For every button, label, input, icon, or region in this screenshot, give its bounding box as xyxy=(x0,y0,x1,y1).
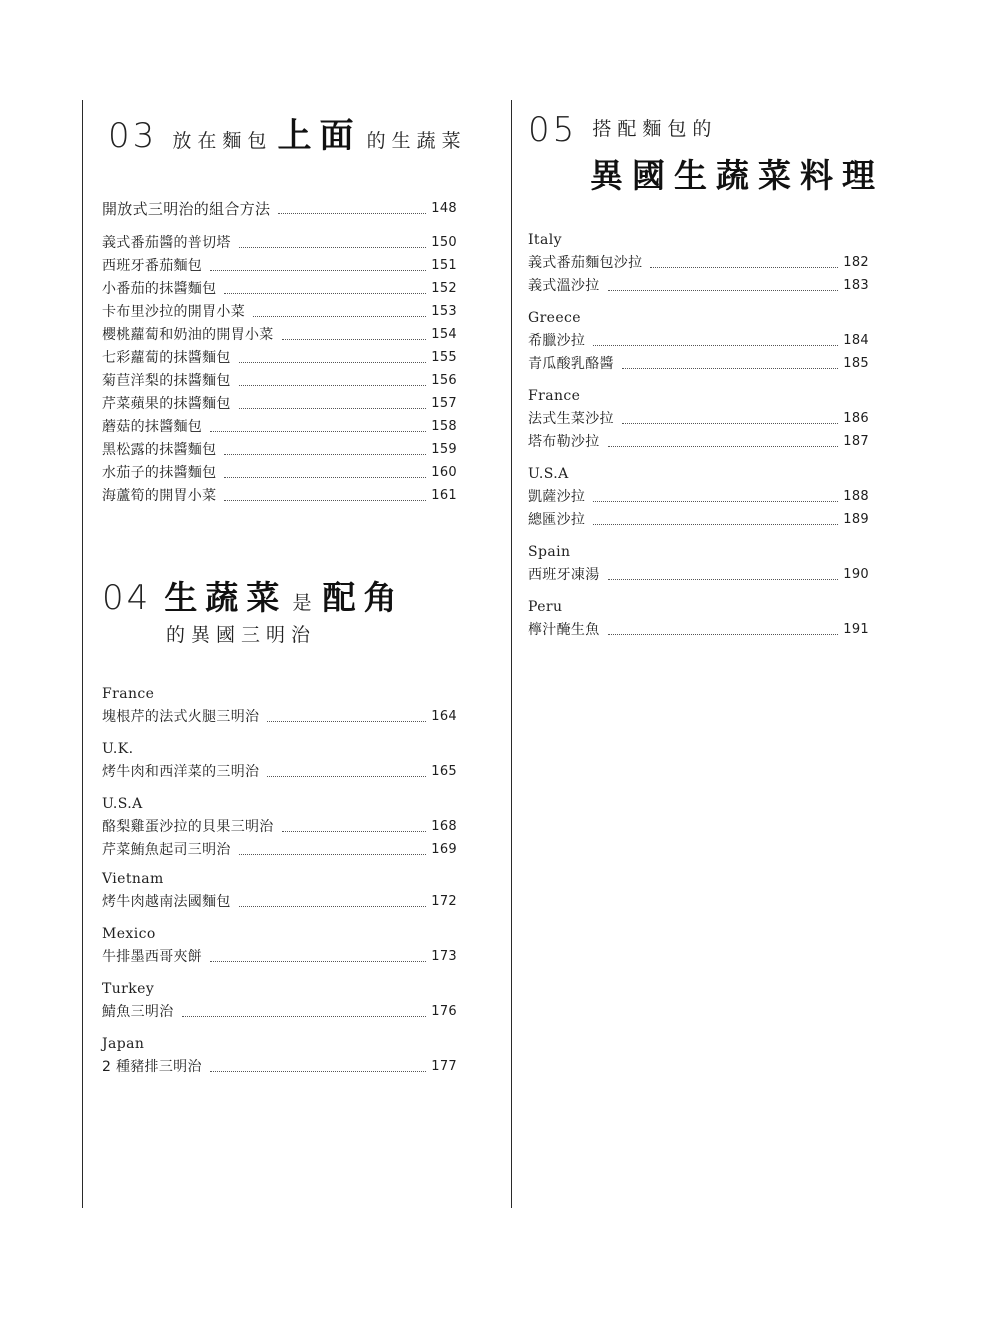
toc-entry[interactable] xyxy=(102,303,457,321)
section-03-title-big: 上面 xyxy=(277,116,362,156)
toc-entry-title: 青瓜酸乳酪醬 xyxy=(528,356,614,372)
country-label: France xyxy=(528,388,581,404)
toc-entry-title: 菊苣洋梨的抹醬麵包 xyxy=(102,373,231,389)
toc-entry-page: 184 xyxy=(843,333,869,348)
toc-entry[interactable] xyxy=(528,566,869,584)
leader-dots xyxy=(282,830,427,832)
leader-dots xyxy=(622,367,838,369)
toc-entry[interactable] xyxy=(102,487,457,505)
section-03-heading xyxy=(108,108,467,157)
toc-entry-page: 165 xyxy=(431,764,457,779)
country-label: U.S.A xyxy=(102,796,143,812)
toc-entry[interactable] xyxy=(528,511,869,529)
toc-entry-page: 157 xyxy=(431,396,457,411)
toc-entry-page: 158 xyxy=(431,419,457,434)
leader-dots xyxy=(239,905,427,907)
country-label: Italy xyxy=(528,232,562,248)
country-label: France xyxy=(102,686,155,702)
toc-entry[interactable] xyxy=(102,841,457,859)
toc-entry-page: 177 xyxy=(431,1059,457,1074)
leader-dots xyxy=(210,430,426,432)
toc-entry[interactable] xyxy=(102,1003,457,1021)
toc-entry-title: 西班牙番茄麵包 xyxy=(102,258,203,274)
toc-entry-page: 185 xyxy=(843,356,869,371)
country-label: U.K. xyxy=(102,741,134,757)
leader-dots xyxy=(239,853,427,855)
leader-dots xyxy=(608,578,839,580)
toc-entry-title: 塊根芹的法式火腿三明治 xyxy=(102,709,260,725)
toc-entry-page: 172 xyxy=(431,894,457,909)
toc-entry-title: 法式生菜沙拉 xyxy=(528,411,614,427)
section-05-title-big: 異國生蔬菜料理 xyxy=(590,156,884,195)
toc-entry-page: 148 xyxy=(431,201,457,216)
toc-entry-page: 169 xyxy=(431,842,457,857)
toc-entry-page: 183 xyxy=(843,278,869,293)
toc-entry-title: 蘑菇的抹醬麵包 xyxy=(102,419,203,435)
toc-entry-page: 150 xyxy=(431,235,457,250)
toc-entry[interactable] xyxy=(102,349,457,367)
country-label: U.S.A xyxy=(528,466,569,482)
toc-entry-page: 153 xyxy=(431,304,457,319)
section-03-title-pre: 放在麵包 xyxy=(172,130,273,152)
toc-entry[interactable] xyxy=(102,326,457,344)
toc-entry-title: 希臘沙拉 xyxy=(528,333,586,349)
leader-dots xyxy=(267,775,426,777)
toc-entry-title: 2 種豬排三明治 xyxy=(102,1059,202,1075)
left-rule xyxy=(82,100,83,1208)
toc-entry-page: 160 xyxy=(431,465,457,480)
leader-dots xyxy=(593,344,838,346)
section-03-title-post: 的生蔬菜 xyxy=(366,130,467,152)
toc-entry-page: 161 xyxy=(431,488,457,503)
toc-entry-title: 西班牙凍湯 xyxy=(528,567,600,583)
toc-entry[interactable] xyxy=(528,488,869,506)
toc-entry-title: 檸汁醃生魚 xyxy=(528,622,600,638)
toc-entry-page: 159 xyxy=(431,442,457,457)
toc-entry-page: 152 xyxy=(431,281,457,296)
toc-entry-title: 凱薩沙拉 xyxy=(528,489,586,505)
toc-entry-page: 187 xyxy=(843,434,869,449)
leader-dots xyxy=(593,500,838,502)
section-04-title-big-1: 生蔬菜 xyxy=(164,578,288,617)
country-label: Spain xyxy=(528,544,571,560)
section-04-subtitle: 的異國三明治 xyxy=(166,624,317,646)
leader-dots xyxy=(224,499,426,501)
section-04-title-big-2: 配角 xyxy=(322,578,405,617)
leader-dots xyxy=(182,1015,427,1017)
toc-entry-page: 188 xyxy=(843,489,869,504)
toc-entry-title: 海蘆筍的開胃小菜 xyxy=(102,488,217,504)
toc-entry-title: 義式番茄醬的普切塔 xyxy=(102,235,231,251)
country-label: Greece xyxy=(528,310,581,326)
section-04-number: 04 xyxy=(102,578,152,618)
country-label: Japan xyxy=(102,1036,145,1052)
toc-entry-title: 塔布勒沙拉 xyxy=(528,434,600,450)
leader-dots xyxy=(282,338,427,340)
country-label: Turkey xyxy=(102,981,155,997)
toc-entry-title: 芹菜蘋果的抹醬麵包 xyxy=(102,396,231,412)
toc-entry-title: 開放式三明治的組合方法 xyxy=(102,200,271,218)
leader-dots xyxy=(267,720,426,722)
section-05-title-small: 搭配麵包的 xyxy=(592,118,718,140)
toc-entry[interactable] xyxy=(102,464,457,482)
country-label: Vietnam xyxy=(102,871,164,887)
toc-entry[interactable] xyxy=(528,410,869,428)
toc-entry-title: 牛排墨西哥夾餅 xyxy=(102,949,203,965)
toc-entry[interactable] xyxy=(102,763,457,781)
toc-entry-title: 黑松露的抹醬麵包 xyxy=(102,442,217,458)
toc-entry-page: 151 xyxy=(431,258,457,273)
leader-dots xyxy=(239,246,427,248)
leader-dots xyxy=(210,269,426,271)
leader-dots xyxy=(622,422,838,424)
toc-entry-title: 總匯沙拉 xyxy=(528,512,586,528)
toc-entry[interactable] xyxy=(102,893,457,911)
toc-entry[interactable] xyxy=(102,818,457,836)
toc-entry-page: 176 xyxy=(431,1004,457,1019)
toc-entry[interactable] xyxy=(102,708,457,726)
section-03-number: 03 xyxy=(108,116,158,156)
toc-entry[interactable] xyxy=(528,277,869,295)
toc-entry-title: 七彩蘿蔔的抹醬麵包 xyxy=(102,350,231,366)
section-04-title-small: 是 xyxy=(292,592,318,614)
toc-entry-title: 水茄子的抹醬麵包 xyxy=(102,465,217,481)
toc-entry-title: 義式溫沙拉 xyxy=(528,278,600,294)
leader-dots xyxy=(224,476,426,478)
toc-entry-page: 156 xyxy=(431,373,457,388)
toc-entry[interactable] xyxy=(102,441,457,459)
toc-entry-page: 154 xyxy=(431,327,457,342)
toc-entry-page: 168 xyxy=(431,819,457,834)
toc-entry-page: 191 xyxy=(843,622,869,637)
section-05-heading xyxy=(528,110,717,150)
section-04-heading xyxy=(102,572,405,619)
toc-entry[interactable] xyxy=(102,257,457,275)
leader-dots xyxy=(210,1070,427,1072)
toc-entry-page: 189 xyxy=(843,512,869,527)
toc-entry[interactable] xyxy=(102,372,457,390)
toc-entry[interactable] xyxy=(528,355,869,373)
toc-entry[interactable] xyxy=(102,418,457,436)
toc-entry-title: 鯖魚三明治 xyxy=(102,1004,174,1020)
toc-entry-page: 155 xyxy=(431,350,457,365)
leader-dots xyxy=(239,361,427,363)
leader-dots xyxy=(608,445,839,447)
leader-dots xyxy=(593,523,838,525)
toc-entry-page: 164 xyxy=(431,709,457,724)
toc-entry-title: 烤牛肉越南法國麵包 xyxy=(102,894,231,910)
toc-entry[interactable] xyxy=(528,621,869,639)
leader-dots xyxy=(278,212,426,214)
leader-dots xyxy=(224,453,426,455)
toc-entry-page: 173 xyxy=(431,949,457,964)
toc-entry-page: 190 xyxy=(843,567,869,582)
toc-entry[interactable] xyxy=(102,234,457,252)
center-rule xyxy=(511,100,512,1208)
toc-entry[interactable] xyxy=(102,280,457,298)
toc-entry-title: 小番茄的抹醬麵包 xyxy=(102,281,217,297)
toc-entry[interactable] xyxy=(102,395,457,413)
toc-entry[interactable] xyxy=(102,948,457,966)
leader-dots xyxy=(239,407,427,409)
leader-dots xyxy=(253,315,426,317)
leader-dots xyxy=(608,633,839,635)
country-label: Mexico xyxy=(102,926,156,942)
toc-entry[interactable] xyxy=(528,254,869,272)
toc-entry-title: 義式番茄麵包沙拉 xyxy=(528,255,643,271)
toc-entry-title: 櫻桃蘿蔔和奶油的開胃小菜 xyxy=(102,327,274,343)
leader-dots xyxy=(239,384,427,386)
leader-dots xyxy=(650,266,838,268)
leader-dots xyxy=(224,292,426,294)
country-label: Peru xyxy=(528,599,563,615)
toc-entry-title: 芹菜鮪魚起司三明治 xyxy=(102,842,231,858)
leader-dots xyxy=(210,960,426,962)
leader-dots xyxy=(608,289,839,291)
toc-entry[interactable] xyxy=(102,200,457,218)
toc-entry-page: 182 xyxy=(843,255,869,270)
toc-entry[interactable] xyxy=(528,433,869,451)
section-05-number: 05 xyxy=(528,110,578,150)
toc-entry[interactable] xyxy=(528,332,869,350)
toc-entry-title: 烤牛肉和西洋菜的三明治 xyxy=(102,764,260,780)
toc-entry-page: 186 xyxy=(843,411,869,426)
toc-entry[interactable] xyxy=(102,1058,457,1076)
toc-entry-title: 酪梨雞蛋沙拉的貝果三明治 xyxy=(102,819,274,835)
toc-entry-title: 卡布里沙拉的開胃小菜 xyxy=(102,304,245,320)
